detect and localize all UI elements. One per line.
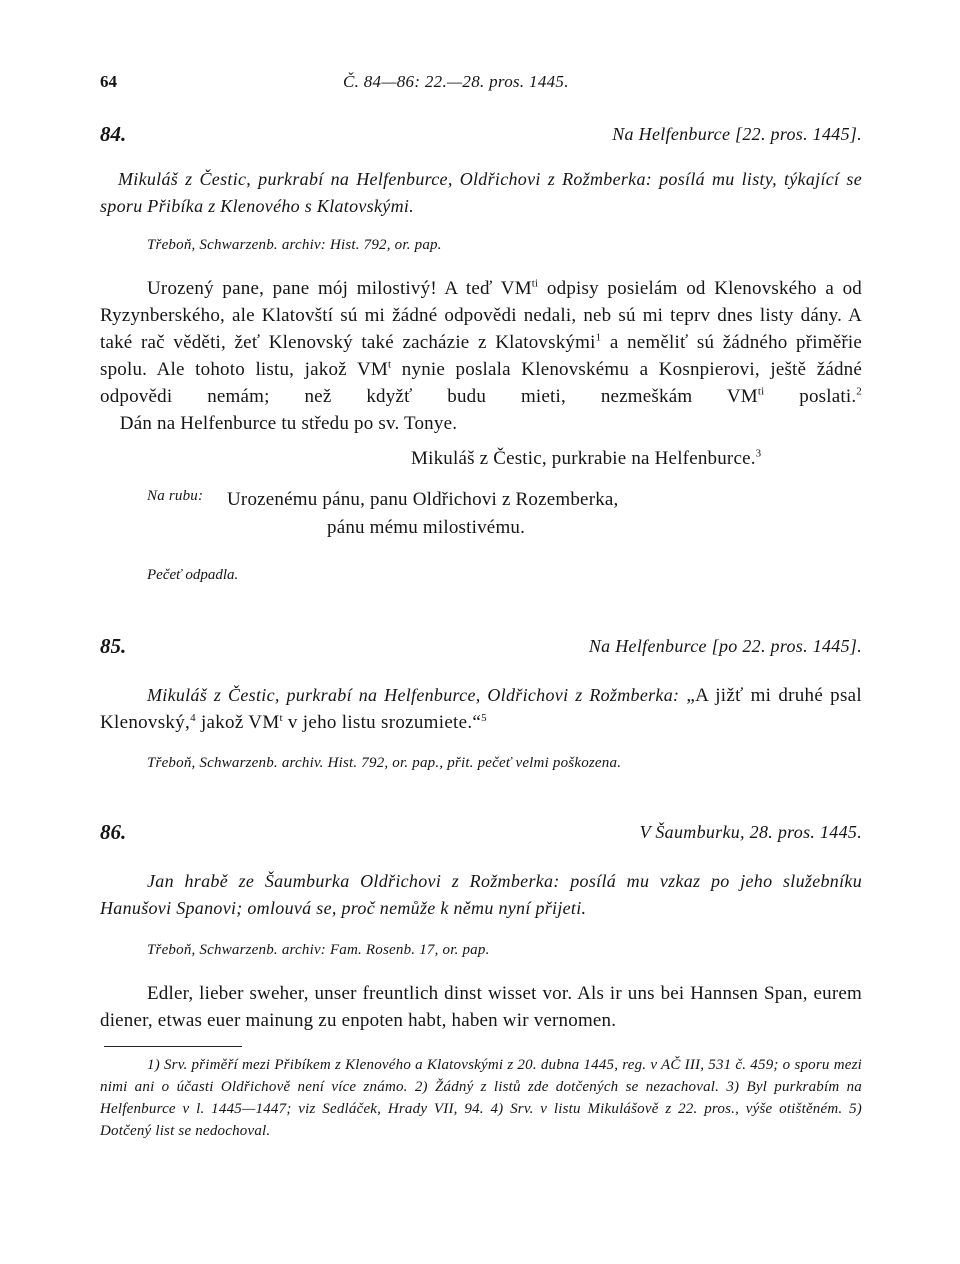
- document-85-heading: [100, 634, 862, 664]
- signature: Mikuláš z Čestic, purkrabie na Helfenburce.$^3$: [411, 447, 762, 469]
- running-head: [100, 68, 862, 98]
- regest: Mikuláš z Čestic, purkrabí na Helfenburce, Oldřichovi z Rožmberka: „A jižť mi druhé psal Klenovský,$^4$ jakož $VM^t$ v jeho listu srozumiete.“$^5$: [100, 685, 862, 733]
- letter-text: Urozený pane, pane mój milostivý! A teď $VM^{ti}$ odpisy posielám od Klenovského a od Ryzynberského, ale Klatovští sú mi žádné odpovědi nedali, neb sú mi teprv dnes listy dány. A také rač věděti, žeť Klenovský také zacházie z Klatovskými$^1$ a neměliť sú žádného přiměřie spolu. Ale tohoto listu, jakož $VM^t$ nynie poslala Klenovskému a Kosnpierovi, ještě žádné odpovědi nemám; než kdyžť budu mieti, nezmeškám $VM^{ti}$ poslati.$^2$ Dán na Helfenburce tu středu po sv. Tonye.: [100, 277, 862, 434]
- archival-source: Třeboň, Schwarzenb. archiv. Hist. 792, or. pap., přit. pečeť velmi poškozena.: [147, 755, 622, 771]
- document-number: 86.: [100, 820, 127, 844]
- page: [100, 68, 862, 1139]
- verso: [100, 486, 862, 542]
- place-date: Na Helfenburce [22. pros. 1445].: [612, 124, 862, 144]
- regest: Mikuláš z Čestic, purkrabí na Helfenburce, Oldřichovi z Rožmberka: posílá mu listy, týkající se sporu Přibíka z Klenového s Klatovskými.: [100, 169, 862, 216]
- verso-address-line-2: pánu mému milostivému.: [327, 517, 526, 538]
- running-head-range: Č. 84—86: 22.—28. pros. 1445.: [343, 72, 569, 91]
- archival-source: Třeboň, Schwarzenb. archiv: Hist. 792, or. pap.: [147, 237, 442, 253]
- page-number: 64: [100, 72, 117, 91]
- document-84-heading: [100, 122, 862, 152]
- footnotes: 1) Srv. přiměří mezi Přibíkem z Klenového a Klatovskými z 20. dubna 1445, reg. v AČ III, 531 č. 459; o sporu mezi nimi ani o účasti Oldřichově není více známo. 2) Žádný z listů zde dotčených se nezachoval. 3) Byl purkrabím na Helfenburce v l. 1445—1447; viz Sedláček, Hrady VII, 94. 4) Srv. v listu Mikulášově z 22. pros., výše otištěném. 5) Dotčený list se nedochoval.: [100, 1057, 862, 1139]
- footnote-rule: [104, 1046, 242, 1047]
- seal-note: Pečeť odpadla.: [147, 567, 239, 583]
- archival-source: Třeboň, Schwarzenb. archiv: Fam. Rosenb. 17, or. pap.: [147, 942, 490, 958]
- letter-text: Edler, lieber sweher, unser freuntlich dinst wisset vor. Als ir uns bei Hannsen Span, eurem diener, etwas euer mainung zu enpoten habt, haben wir vernomen.: [100, 983, 862, 1031]
- place-date: V Šaumburku, 28. pros. 1445.: [639, 822, 862, 842]
- document-84: [100, 122, 862, 584]
- verso-address-line-1: Urozenému pánu, panu Oldřichovi z Rozemberka,: [227, 489, 619, 510]
- document-85: [100, 634, 862, 772]
- document-number: 84.: [100, 122, 127, 146]
- document-86-heading: [100, 820, 862, 850]
- document-number: 85.: [100, 634, 127, 658]
- document-86: [100, 820, 862, 1034]
- place-date: Na Helfenburce [po 22. pros. 1445].: [588, 636, 862, 656]
- verso-label: Na rubu:: [147, 488, 204, 504]
- regest: Jan hrabě ze Šaumburka Oldřichovi z Rožmberka: posílá mu vzkaz po jeho služebníku Hanušovi Spanovi; omlouvá se, proč nemůže k němu nyní přijeti.: [100, 871, 862, 918]
